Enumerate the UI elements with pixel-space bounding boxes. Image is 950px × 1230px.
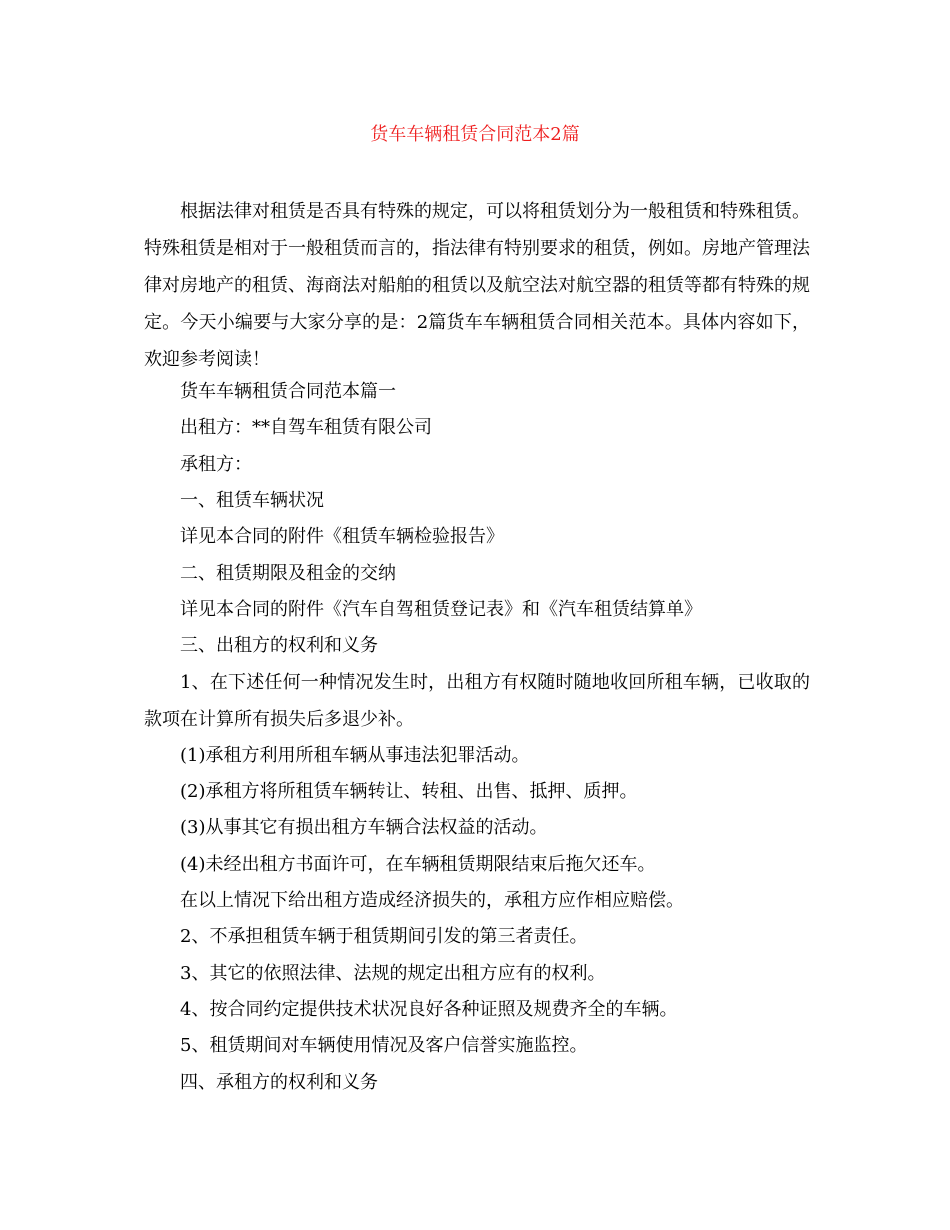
clause-4-text: 4、按合同约定提供技术状况良好各种证照及规费齐全的车辆。 [180,999,678,1020]
section-1-text: 详见本合同的附件《租赁车辆检验报告》 [180,526,504,547]
intro-paragraph: 根据法律对租赁是否具有特殊的规定，可以将租赁划分为一般租赁和特殊租赁。特殊租赁是相对于一般租赁而言的，指法律有特别要求的租赁，例如。房地产管理法律对房地产的租赁、海商法对船舶的租赁以及航空法对航空器的租赁等都有特殊的规定。今天小编要与大家分享的是：2篇货车车辆租赁合同相关范本。具体内容如下，欢迎参考阅读！ [144,201,810,370]
compensation-text: 在以上情况下给出租方造成经济损失的，承租方应作相应赔偿。 [180,890,684,911]
clause-5-text: 5、租赁期间对车辆使用情况及客户信誉实施监控。 [180,1035,588,1056]
sub-item-3: (3)从事其它有损出租方车辆合法权益的活动。 [180,817,548,838]
section-4-heading: 四、承租方的权利和义务 [180,1072,378,1093]
document-title: 货车车辆租赁合同范本2篇 [370,124,580,145]
section-3-heading: 三、出租方的权利和义务 [180,635,378,656]
lessor-line: 出租方：**自驾车租赁有限公司 [180,417,432,438]
sub-item-4: (4)未经出租方书面许可，在车辆租赁期限结束后拖欠还车。 [180,854,656,875]
lessee-line: 承租方： [180,454,252,475]
section-heading-part-one: 货车车辆租赁合同范本篇一 [180,381,396,402]
clause-1-text: 1、在下述任何一种情况发生时，出租方有权随时随地收回所租车辆，已收取的款项在计算所有损失后多退少补。 [144,672,810,730]
section-2-text: 详见本合同的附件《汽车自驾租赁登记表》和《汽车租赁结算单》 [180,599,702,620]
section-2-heading: 二、租赁期限及租金的交纳 [180,563,396,584]
clause-2-text: 2、不承担租赁车辆于租赁期间引发的第三者责任。 [180,926,588,947]
sub-item-2: (2)承租方将所租赁车辆转让、转租、出售、抵押、质押。 [180,781,638,802]
clause-3-text: 3、其它的依照法律、法规的规定出租方应有的权利。 [180,963,606,984]
sub-item-1: (1)承租方利用所租车辆从事违法犯罪活动。 [180,745,530,766]
section-1-heading: 一、租赁车辆状况 [180,490,324,511]
